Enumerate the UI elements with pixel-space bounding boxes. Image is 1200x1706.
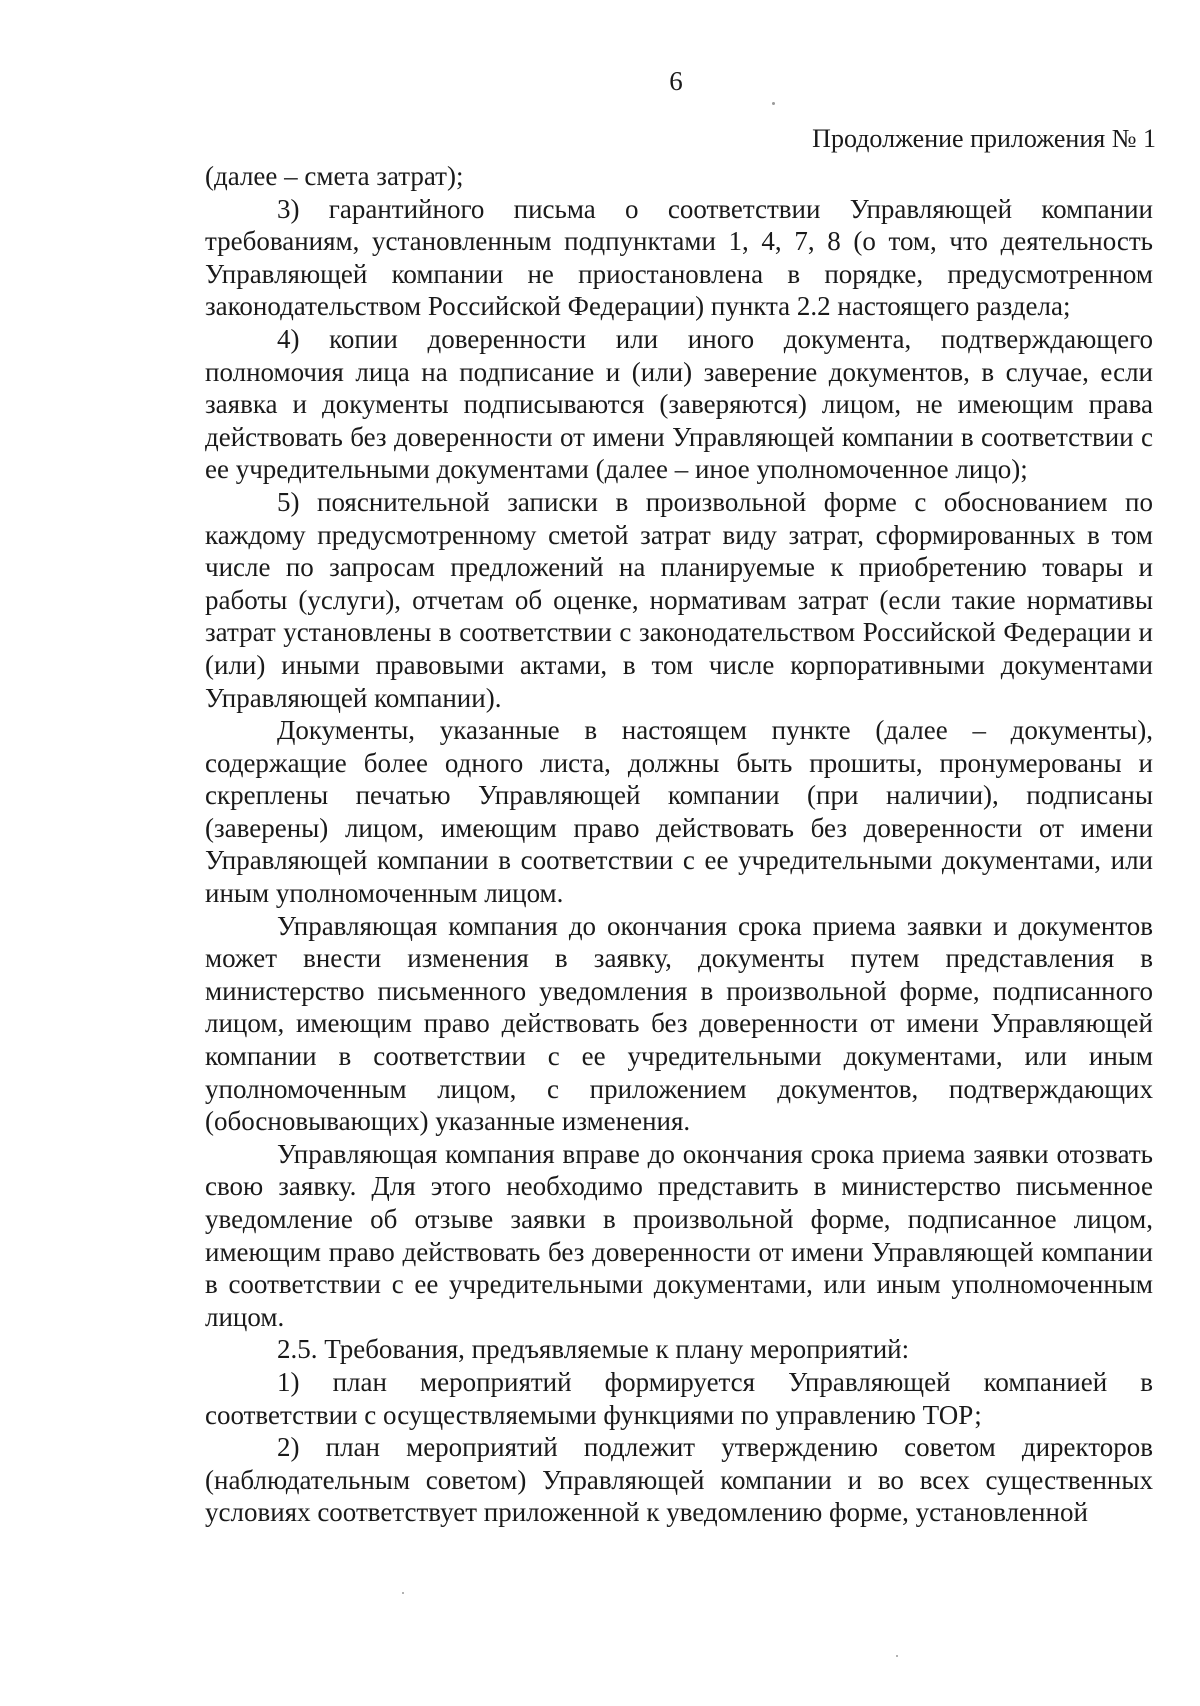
paragraph-item-5-explanatory-note: 5) пояснительной записки в произвольной форме с обоснованием по каждому предусмотренному сметой затрат виду затрат, сформированных в том числе по запросам предложений на планируемые к приобретению товары и работы (услуги), отчетам об оценке, нормативам затрат (если такие нормативы затрат установлены в соответствии с законодательством Российской Федерации и (или) иными правовыми актами, в том числе корпоративными документами Управляющей компании). bbox=[205, 486, 1153, 713]
paragraph-application-withdrawal: Управляющая компания вправе до окончания срока приема заявки отозвать свою заявку. Для этого необходимо представить в министерство письменное уведомление об отзыве заявки в произвольной форме, подписанное лицом, имеющим право действовать без доверенности от имени Управляющей компании в соответствии с ее учредительными документами, или иным уполномоченным лицом. bbox=[205, 1138, 1153, 1332]
paragraph-plan-item-2: 2) план мероприятий подлежит утверждению советом директоров (наблюдательным советом) Управляющей компании и во всех существенных условиях соответствует приложенной к уведомлению форме, установленной bbox=[205, 1432, 1153, 1528]
appendix-note: Продолжение приложения № 1 bbox=[812, 124, 1156, 153]
scan-speck bbox=[402, 1592, 404, 1594]
paragraph-cost-estimate-tail: (далее – смета затрат); bbox=[205, 161, 464, 191]
paragraph-application-changes: Управляющая компания до окончания срока приема заявки и документов может внести изменения в заявку, документы путем представления в министерство письменного уведомления в произвольной форме, подписанного лицом, имеющим право действовать без доверенности от имени Управляющей компании в соответствии с ее учредительными документами, или иным уполномоченным лицом, с приложением документов, подтверждающих (обосновывающих) указанные изменения. bbox=[205, 910, 1153, 1137]
scan-speck bbox=[896, 1655, 898, 1657]
scan-speck bbox=[772, 102, 775, 105]
document-body bbox=[205, 160, 1153, 1529]
page-number: 6 bbox=[669, 66, 683, 96]
section-heading-2-5: 2.5. Требования, предъявляемые к плану мероприятий: bbox=[277, 1334, 910, 1365]
paragraph-documents-binding: Документы, указанные в настоящем пункте (далее – документы), содержащие более одного листа, должны быть прошиты, пронумерованы и скреплены печатью Управляющей компании (при наличии), подписаны (заверены) лицом, имеющим право действовать без доверенности от имени Управляющей компании в соответствии с ее учредительными документами, или иным уполномоченным лицом. bbox=[205, 715, 1153, 909]
paragraph-item-3-guarantee-letter: 3) гарантийного письма о соответствии Управляющей компании требованиям, установленным подпунктами 1, 4, 7, 8 (о том, что деятельность Управляющей компании не приостановлена в порядке, предусмотренном законодательством Российской Федерации) пункта 2.2 настоящего раздела; bbox=[205, 193, 1153, 322]
paragraph-plan-item-1: 1) план мероприятий формируется Управляющей компанией в соответствии с осуществляемыми функциями по управлению ТОР; bbox=[205, 1366, 1153, 1430]
paragraph-item-4-power-of-attorney: 4) копии доверенности или иного документа, подтверждающего полномочия лица на подписание и (или) заверение документов, в случае, если заявка и документы подписываются (заверяются) лицом, не имеющим права действовать без доверенности от имени Управляющей компании в соответствии с ее учредительными документами (далее – иное уполномоченное лицо); bbox=[205, 323, 1153, 485]
